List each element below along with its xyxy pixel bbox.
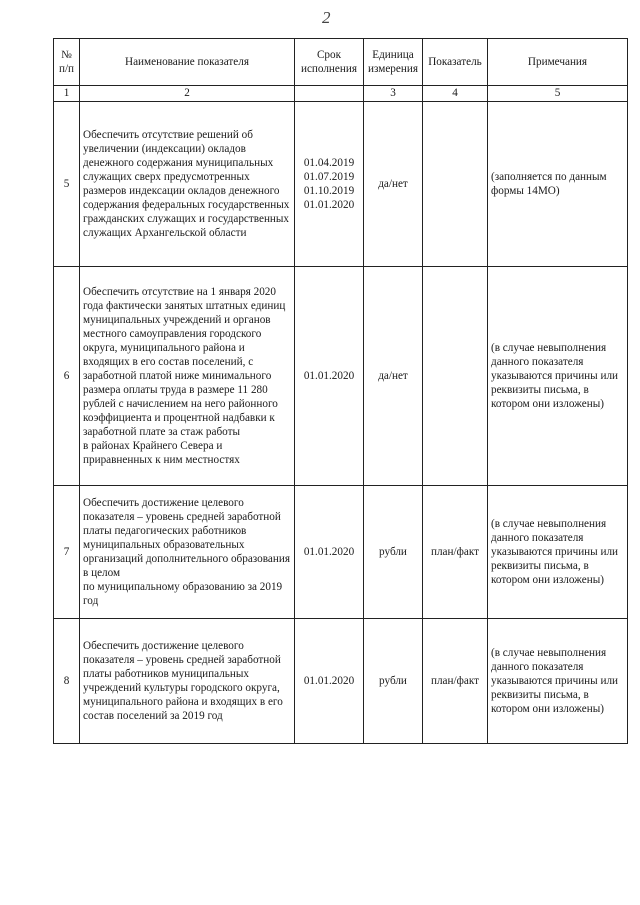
column-index-cell: 4 (423, 86, 488, 102)
table-row (54, 619, 628, 744)
column-index-cell: 2 (80, 86, 295, 102)
column-index-cell: 5 (488, 86, 628, 102)
indicator-value (423, 267, 488, 486)
table-header-row (54, 39, 628, 86)
unit: рубли (364, 486, 423, 619)
header-notes: Примечания (488, 39, 628, 86)
row-number: 6 (54, 267, 80, 486)
indicator-value: план/факт (423, 619, 488, 744)
column-index-cell (295, 86, 364, 102)
deadline: 01.04.2019 01.07.2019 01.10.2019 01.01.2020 (295, 102, 364, 267)
column-index-row (54, 86, 628, 102)
notes: (в случае невыполнения данного показателя указываются причины или реквизиты письма, в котором они изложены) (488, 486, 628, 619)
column-index-cell: 3 (364, 86, 423, 102)
header-indicator: Показатель (423, 39, 488, 86)
table-row (54, 486, 628, 619)
notes: (в случае невыполнения данного показателя указываются причины или реквизиты письма, в котором они изложены) (488, 619, 628, 744)
header-deadline: Срок исполнения (295, 39, 364, 86)
deadline: 01.01.2020 (295, 619, 364, 744)
deadline: 01.01.2020 (295, 267, 364, 486)
row-number: 8 (54, 619, 80, 744)
unit: рубли (364, 619, 423, 744)
table-row (54, 102, 628, 267)
table-row (54, 267, 628, 486)
page-number: 2 (322, 8, 331, 27)
header-unit: Единица измерения (364, 39, 423, 86)
header-name: Наименование показателя (80, 39, 295, 86)
unit: да/нет (364, 102, 423, 267)
indicator-value (423, 102, 488, 267)
notes: (заполняется по данным формы 14МО) (488, 102, 628, 267)
row-number: 5 (54, 102, 80, 267)
notes: (в случае невыполнения данного показателя указываются причины или реквизиты письма, в котором они изложены) (488, 267, 628, 486)
deadline: 01.01.2020 (295, 486, 364, 619)
header-num: № п/п (54, 39, 80, 86)
row-number: 7 (54, 486, 80, 619)
indicator-value: план/факт (423, 486, 488, 619)
unit: да/нет (364, 267, 423, 486)
indicator-name: Обеспечить отсутствие решений об увеличении (индексации) окладов денежного содержания муниципальных служащих сверх предусмотренных размеров индексации окладов денежного содержания федеральных государственных гражданских служащих и государственных служащих Архангельской области (80, 102, 295, 267)
indicator-name: Обеспечить достижение целевого показателя – уровень средней заработной платы работников муниципальных учреждений культуры городского округа, муниципального района и входящих в его состав поселений за 2019 год (80, 619, 295, 744)
indicator-name: Обеспечить достижение целевого показателя – уровень средней заработной платы педагогических работников муниципальных образовательных организаций дополнительного образования в целом по муниципальному образованию за 2019 год (80, 486, 295, 619)
indicator-name: Обеспечить отсутствие на 1 января 2020 года фактически занятых штатных единиц муниципальных учреждений и органов местного самоуправления городского округа, муниципального района и входящих в его состав поселений, с заработной платой ниже минимального размера оплаты труда в размере 11 280 рублей с начислением на него районного коэффициента и процентной надбавки к заработной плате за стаж работы в районах Крайнего Севера и приравненных к ним местностях (80, 267, 295, 486)
indicators-table (53, 38, 628, 744)
column-index-cell: 1 (54, 86, 80, 102)
